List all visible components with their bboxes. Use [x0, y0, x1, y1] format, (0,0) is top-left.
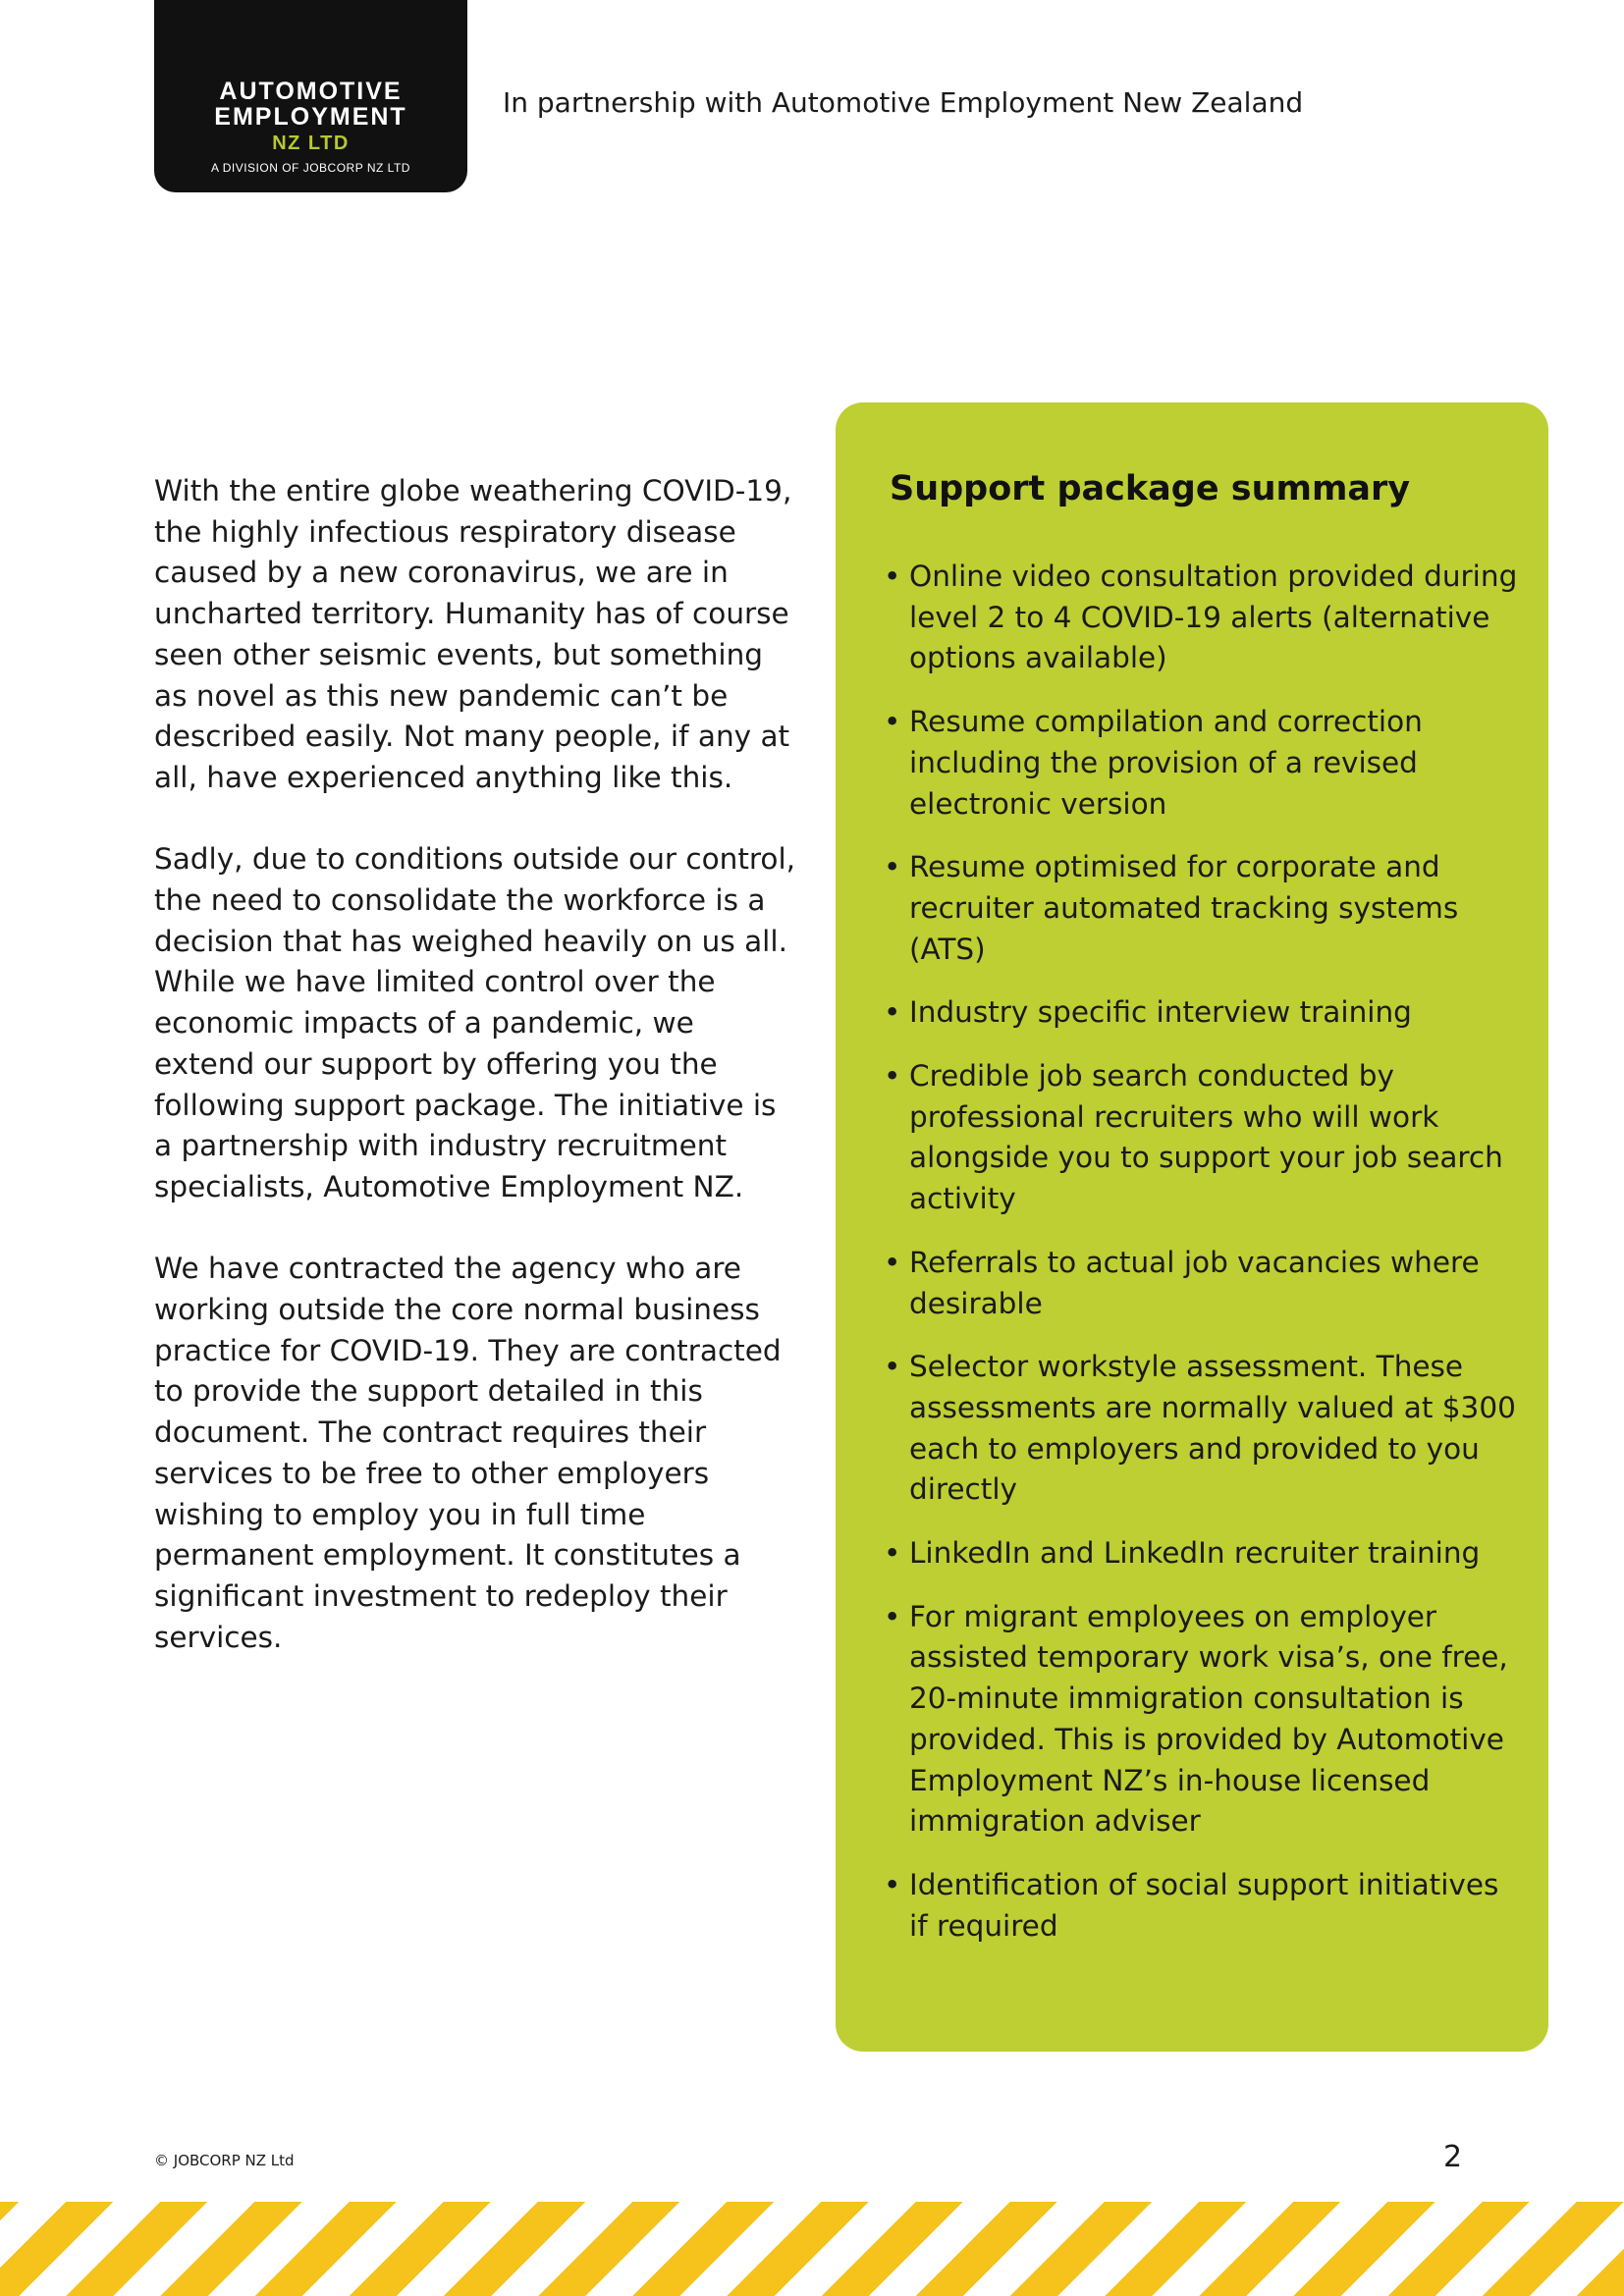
summary-item	[884, 702, 1522, 825]
summary-item	[884, 1597, 1522, 1842]
page-number: 2	[1443, 2140, 1463, 2174]
body-paragraph: Sadly, due to conditions outside our control, the need to consolidate the workforce is a decision that has weighed heavily on us all. While we have limited control over the economic impacts of a pandemic, we extend our support by offering you the following support package. The initiative is a partnership with industry recruitment specialists, Automotive Employment NZ.	[154, 842, 796, 1203]
summary-title: Support package summary	[890, 469, 1411, 508]
footer-copyright: © JOBCORP NZ Ltd	[154, 2152, 295, 2169]
summary-list	[884, 557, 1522, 1969]
summary-item-text: Online video consultation provided during level 2 to 4 COVID-19 alerts (alternative options available)	[909, 560, 1518, 675]
bullet-icon: •	[884, 1599, 901, 1633]
logo-line-employment: EMPLOYMENT	[214, 103, 407, 131]
summary-item-text: Industry specific interview training	[909, 995, 1412, 1030]
bullet-icon: •	[884, 995, 901, 1030]
summary-item-text: Selector workstyle assessment. These assessments are normally valued at $300 each to employers and provided to you directly	[909, 1350, 1516, 1507]
summary-item-text: Credible job search conducted by professional recruiters who will work alongside you to support your job search activity	[909, 1059, 1503, 1216]
bullet-icon: •	[884, 1059, 901, 1094]
logo-line-nz-ltd: NZ LTD	[272, 133, 350, 154]
partnership-header: In partnership with Automotive Employment New Zealand	[503, 86, 1304, 119]
body-text	[154, 471, 802, 1699]
bullet-icon: •	[884, 705, 901, 739]
hazard-stripe-footer	[0, 2202, 1624, 2296]
summary-item	[884, 1865, 1522, 1947]
summary-item-text: For migrant employees on employer assisted temporary work visa’s, one free, 20-minute immigration consultation is provided. This is provided by Automotive Employment NZ’s in-house licensed immigration adviser	[909, 1599, 1508, 1839]
bullet-icon: •	[884, 560, 901, 593]
summary-item	[884, 1056, 1522, 1220]
summary-item-text: Resume optimised for corporate and recruiter automated tracking systems (ATS)	[909, 850, 1459, 966]
summary-item-text: LinkedIn and LinkedIn recruiter training	[909, 1536, 1481, 1571]
summary-item-text: Resume compilation and correction including the provision of a revised electronic version	[909, 705, 1423, 821]
bullet-icon: •	[884, 1536, 901, 1571]
summary-item	[884, 1533, 1522, 1575]
bullet-icon: •	[884, 1245, 901, 1279]
summary-item	[884, 992, 1522, 1034]
summary-item	[884, 847, 1522, 970]
summary-item	[884, 1243, 1522, 1324]
summary-item-text: Referrals to actual job vacancies where desirable	[909, 1245, 1480, 1320]
body-paragraph: With the entire globe weathering COVID-19, the highly infectious respiratory disease caused by a new coronavirus, we are in uncharted territory. Humanity has of course seen other seismic events, but something as novel as this new pandemic can’t be described easily. Not many people, if any at all, have experienced anything like this.	[154, 474, 792, 794]
company-logo	[154, 0, 467, 192]
bullet-icon: •	[884, 850, 901, 884]
body-paragraph: We have contracted the agency who are working outside the core normal business practice for COVID-19. They are contracted to provide the support detailed in this document. The contract requires their services to be free to other employers wishing to employ you in full time permanent employment. It constitutes a significant investment to redeploy their services.	[154, 1252, 782, 1654]
summary-item	[884, 557, 1522, 679]
summary-item	[884, 1347, 1522, 1511]
bullet-icon: •	[884, 1350, 901, 1384]
logo-line-automotive: AUTOMOTIVE	[219, 78, 403, 105]
summary-item-text: Identification of social support initiatives if required	[909, 1867, 1499, 1943]
logo-tagline: A DIVISION OF JOBCORP NZ LTD	[211, 161, 410, 175]
bullet-icon: •	[884, 1867, 901, 1901]
